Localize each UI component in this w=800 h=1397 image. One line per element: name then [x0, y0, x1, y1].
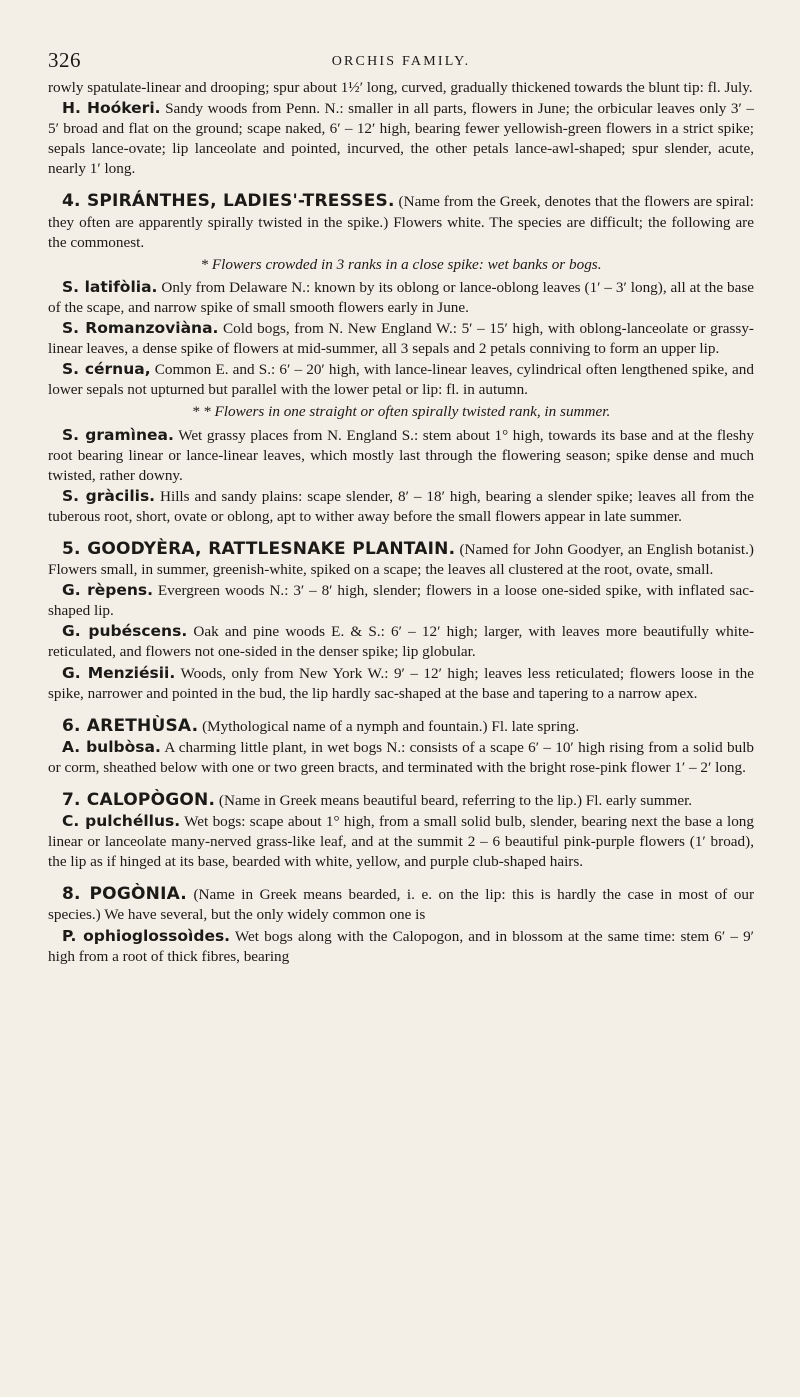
- species-name: S. cérnua,: [62, 360, 151, 379]
- entry-text: Hills and sandy plains: scape slender, 8′ – 18′ high, bearing a slender spike; leaves all from the tuberous root, short, ovate or oblong, apt to wither away before the small flowers appear in late summer.: [48, 487, 755, 525]
- entry-text: Oak and pine woods E. & S.: 6′ – 12′ high; larger, with leaves more beautifully white-reticulated, and flowers not one-sided in the denser spike; lip globular.: [48, 623, 755, 661]
- entry-text: Only from Delaware N.: known by its oblong or lance-oblong leaves (1′ – 3′ long), all at the base of the scape, and narrow spike of small smooth flowers early in June.: [48, 278, 754, 316]
- entry-text: Woods, only from New York W.: 9′ – 12′ high; leaves less reticulated; flowers loose in the spike, narrower and pointed in the bud, the lip hardly sac-shaped at the base and tapering to a narrow apex.: [48, 664, 754, 702]
- page-number: 326: [48, 48, 81, 72]
- species-entry: [48, 318, 754, 359]
- entry-text: (Named for John Goodyer, an English botanist.) Flowers small, in summer, greenish-white, spiked on a scape; the leaves all clustered at the root, ovate, small.: [48, 540, 754, 579]
- species-entry: [48, 621, 754, 662]
- running-head: ORCHIS FAMILY.: [331, 54, 471, 69]
- section-heading: * Flowers crowded in 3 ranks in a close spike: wet banks or bogs.: [200, 255, 602, 273]
- species-name: C. pulchéllus.: [62, 812, 181, 831]
- entry-text: (Name from the Greek, denotes that the flowers are spiral: they often are apparently spirally twisted in the spike.) Flowers white. The species are difficult; the following are the commonest.: [48, 193, 754, 251]
- genus-heading: 4. SPIRÁNTHES, LADIES'-TRESSES.: [62, 191, 395, 212]
- entry-text: A charming little plant, in wet bogs N.: consists of a scape 6′ – 10′ high rising from a solid bulb or corm, sheathed below with one or two green bracts, and terminated with the bright rose-pink flower 1′ – 2′ long.: [48, 738, 755, 776]
- page-header: [48, 0, 754, 78]
- entry-text: Cold bogs, from N. New England W.: 5′ – 15′ high, with oblong-lanceolate or grassy-linear leaves, a dense spike of flowers at mid-summer, all 3 sepals and 2 petals conniving to form an upper lip.: [48, 320, 754, 358]
- species-name: A. bulbòsa.: [62, 737, 161, 756]
- entry-text: Common E. and S.: 6′ – 20′ high, with lance-linear leaves, cylindrical often lengthened spike, and lower sepals not upturned but parallel with the lower petal or lip: fl. in autumn.: [48, 361, 754, 399]
- genus-heading: 6. ARETHÙSA.: [62, 715, 199, 736]
- species-name: S. gramìnea.: [62, 425, 174, 444]
- entry-text: Sandy woods from Penn. N.: smaller in all parts, flowers in June; the orbicular leaves only 3′ – 5′ broad and flat on the ground; scape naked, 6′ – 12′ high, bearing fewer yellowish-green flowers in a strict spike; sepals lance-ovate; lip lanceolate and pointed, incurved, the other petals lance-awl-shaped; spur slender, acute, nearly 1′ long.: [48, 100, 754, 178]
- species-name: S. Romanzoviàna.: [62, 319, 219, 338]
- entry-text: (Mythological name of a nymph and fountain.) Fl. late spring.: [198, 717, 580, 735]
- species-name: S. gràcilis.: [62, 486, 156, 505]
- entry-text: Wet grassy places from N. England S.: stem about 1° high, towards its base and at the fleshy root bearing linear or lance-linear leaves, which mostly last through the flowering season; spike dense and much twisted, rather downy.: [48, 426, 754, 484]
- genus-entry: [48, 790, 754, 811]
- species-entry: [48, 926, 754, 967]
- entry-text: (Name in Greek means beautiful beard, referring to the lip.) Fl. early summer.: [215, 792, 693, 809]
- genus-heading: 5. GOODYÈRA, RATTLESNAKE PLANTAIN.: [62, 538, 456, 559]
- species-entry: [48, 359, 754, 400]
- page-body: [48, 78, 754, 967]
- species-name: G. pubéscens.: [62, 622, 188, 641]
- entry-text: (Name in Greek means bearded, i. e. on the lip: this is hardly the case in most of our species.) We have several, but the only widely common one is: [48, 886, 754, 924]
- continued-paragraph: rowly spatulate-linear and drooping; spur about 1½′ long, curved, gradually thickened towards the blunt tip: fl. July.: [48, 79, 753, 96]
- genus-heading: 7. CALOPÒGON.: [62, 790, 216, 810]
- species-entry: [48, 98, 754, 179]
- species-name: G. rèpens.: [62, 581, 154, 600]
- species-name: S. latifòlia.: [62, 277, 158, 296]
- genus-heading: 8. POGÒNIA.: [62, 884, 187, 905]
- genus-entry: [48, 539, 754, 580]
- species-entry: [48, 486, 754, 527]
- section-heading: * * Flowers in one straight or often spirally twisted rank, in summer.: [191, 403, 611, 421]
- species-entry: [48, 663, 754, 704]
- species-name: G. Menziésii.: [62, 663, 176, 682]
- species-entry: [48, 425, 754, 486]
- genus-entry: [48, 716, 754, 737]
- genus-entry: [48, 884, 754, 925]
- species-entry: [48, 277, 754, 318]
- species-name: H. Hoókeri.: [62, 99, 161, 118]
- entry-text: Wet bogs: scape about 1° high, from a small solid bulb, slender, bearing next the base a long linear or lanceolate many-nerved grass-like leaf, and at the summit 2 – 6 beautiful pink-purple flowers (1′ broad), the lip as if hinged at its base, bearded with white, yellow, and purple club-shaped hairs.: [48, 813, 754, 871]
- species-name: P. ophioglossoìdes.: [62, 926, 231, 945]
- species-entry: [48, 811, 754, 872]
- entry-text: Evergreen woods N.: 3′ – 8′ high, slender; flowers in a loose one-sided spike, with inflated sac-shaped lip.: [48, 582, 754, 620]
- genus-entry: [48, 191, 754, 252]
- species-entry: [48, 737, 754, 778]
- species-entry: [48, 580, 754, 621]
- entry-text: Wet bogs along with the Calopogon, and in blossom at the same time: stem 6′ – 9′ high from a root of thick fibres, bearing: [48, 927, 754, 965]
